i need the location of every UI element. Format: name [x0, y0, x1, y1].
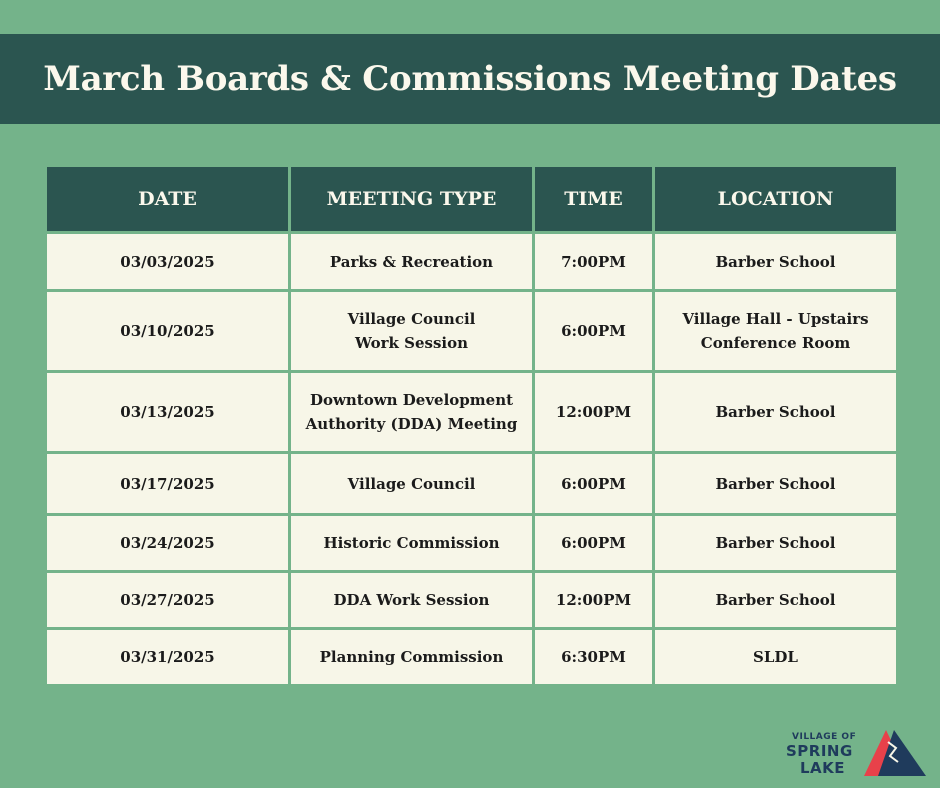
location-cell — [654, 515, 898, 572]
date-text: 03/10/2025 — [120, 322, 215, 340]
table-row — [46, 453, 898, 515]
location-text: SLDL — [753, 648, 798, 666]
table-header-row — [46, 166, 898, 233]
meeting-type-text: Village Council — [347, 474, 476, 493]
location-cell — [654, 372, 898, 453]
time-text: 6:00PM — [561, 322, 626, 340]
time-cell — [534, 233, 654, 291]
time-cell — [534, 453, 654, 515]
location-cell — [654, 572, 898, 629]
meeting-type-text: Village Council Work Session — [347, 310, 476, 352]
date-text: 03/03/2025 — [120, 252, 215, 271]
meeting-type-cell — [290, 572, 534, 629]
meeting-type-cell — [290, 233, 534, 291]
meeting-type-cell — [290, 629, 534, 686]
table-row — [46, 629, 898, 686]
meeting-type-text: Historic Commission — [323, 534, 500, 552]
meeting-type-cell — [290, 291, 534, 372]
date-cell — [46, 291, 290, 372]
column-header-meeting-type: MEETING TYPE — [290, 166, 534, 233]
date-cell — [46, 515, 290, 572]
logo-line-village-of: VILLAGE OF — [792, 732, 857, 742]
column-header-date: DATE — [46, 166, 290, 233]
location-text: Barber School — [715, 591, 836, 609]
meeting-type-cell — [290, 453, 534, 515]
location-text: Barber School — [715, 252, 836, 271]
meeting-type-cell — [290, 372, 534, 453]
time-text: 7:00PM — [561, 252, 626, 271]
table-row — [46, 291, 898, 372]
meeting-type-text: Parks & Recreation — [329, 252, 494, 271]
meeting-type-text: Downtown Development Authority (DDA) Meeting — [305, 391, 518, 433]
date-text: 03/27/2025 — [120, 591, 215, 609]
location-cell — [654, 453, 898, 515]
time-cell — [534, 515, 654, 572]
table-row — [46, 233, 898, 291]
village-logo — [786, 728, 928, 778]
table-row — [46, 372, 898, 453]
time-text: 6:30PM — [561, 648, 626, 666]
date-cell — [46, 453, 290, 515]
location-cell — [654, 629, 898, 686]
date-cell — [46, 372, 290, 453]
time-cell — [534, 291, 654, 372]
meeting-schedule-table — [44, 164, 899, 687]
date-text: 03/17/2025 — [120, 474, 215, 493]
date-cell — [46, 572, 290, 629]
location-text: Barber School — [715, 403, 836, 421]
table-row — [46, 572, 898, 629]
location-text: Barber School — [715, 474, 836, 493]
title-banner — [0, 34, 940, 124]
page-title: March Boards & Commissions Meeting Dates — [43, 59, 897, 99]
logo-line-spring: SPRING — [786, 742, 853, 760]
logo-line-lake: LAKE — [800, 759, 846, 777]
time-text: 6:00PM — [561, 534, 626, 552]
meeting-type-cell — [290, 515, 534, 572]
time-cell — [534, 372, 654, 453]
time-cell — [534, 629, 654, 686]
location-text: Village Hall - Upstairs Conference Room — [682, 310, 869, 352]
date-text: 03/31/2025 — [120, 648, 215, 666]
time-text: 12:00PM — [555, 591, 632, 609]
table-row — [46, 515, 898, 572]
date-text: 03/13/2025 — [120, 403, 215, 421]
meeting-type-text: DDA Work Session — [333, 591, 490, 609]
time-text: 6:00PM — [561, 474, 626, 493]
location-cell — [654, 291, 898, 372]
date-cell — [46, 233, 290, 291]
triangle-sail-logo-icon — [864, 728, 926, 778]
column-header-location: LOCATION — [654, 166, 898, 233]
time-text: 12:00PM — [555, 403, 632, 421]
location-text: Barber School — [715, 534, 836, 552]
date-cell — [46, 629, 290, 686]
location-cell — [654, 233, 898, 291]
time-cell — [534, 572, 654, 629]
column-header-time: TIME — [534, 166, 654, 233]
date-text: 03/24/2025 — [120, 534, 215, 552]
meeting-type-text: Planning Commission — [319, 648, 504, 666]
